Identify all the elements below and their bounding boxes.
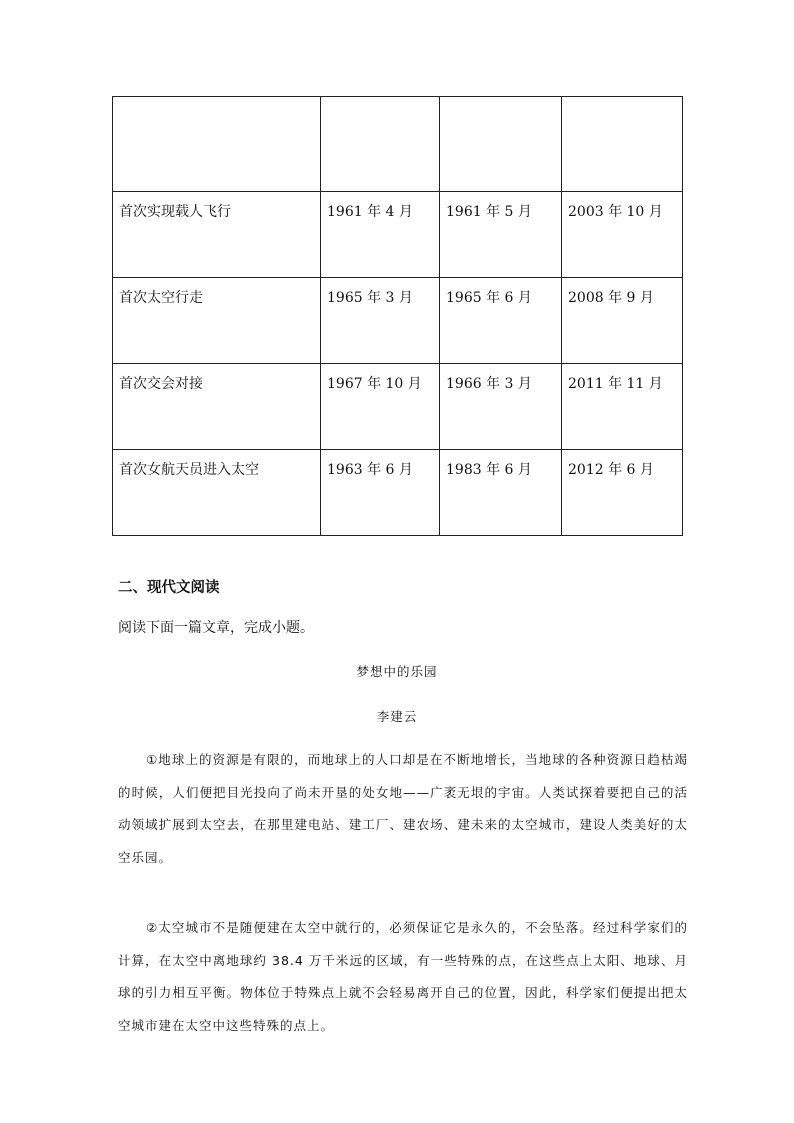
article-author: 李建云 [376,709,418,724]
table-row [113,278,683,364]
date-cell: 2003 年 10 月 [562,192,683,278]
date-cell: 2008 年 9 月 [562,278,683,364]
date-cell: 1961 年 5 月 [440,192,562,278]
date-cell: 1961 年 4 月 [321,192,440,278]
article-title: 梦想中的乐园 [356,664,438,679]
header-cell [321,97,440,192]
event-cell: 首次交会对接 [113,364,321,450]
event-cell: 首次女航天员进入太空 [113,450,321,536]
space-milestones-table [112,96,683,536]
date-cell: 2011 年 11 月 [562,364,683,450]
header-cell [440,97,562,192]
date-cell: 2012 年 6 月 [562,450,683,536]
date-cell: 1965 年 3 月 [321,278,440,364]
header-cell [562,97,683,192]
table-row [113,192,683,278]
event-cell: 首次太空行走 [113,278,321,364]
table-row [113,364,683,450]
date-cell: 1965 年 6 月 [440,278,562,364]
date-cell: 1966 年 3 月 [440,364,562,450]
date-cell: 1983 年 6 月 [440,450,562,536]
event-cell: 首次实现载人飞行 [113,192,321,278]
date-cell: 1967 年 10 月 [321,364,440,450]
article-paragraph: ①地球上的资源是有限的，而地球上的人口却是在不断地增长，当地球的各种资源日趋枯竭的时候，人们便把目光投向了尚未开垦的处女地——广袤无垠的宇宙。人类试探着要把自己的活动领域扩展到太空去，在那里建电站、建工厂、建农场、建未来的太空城市，建设人类美好的太空乐园。 [118,752,688,865]
section-title: 二、现代文阅读 [118,580,220,596]
table-header-row [113,97,683,192]
table-row [113,450,683,536]
reading-instruction: 阅读下面一篇文章，完成小题。 [118,620,314,636]
date-cell: 1963 年 6 月 [321,450,440,536]
header-cell [113,97,321,192]
article-paragraph: ②太空城市不是随便建在太空中就行的，必须保证它是永久的，不会坠落。经过科学家们的计算，在太空中离地球约 38.4 万千米远的区域，有一些特殊的点，在这些点上太阳、地球、月球的引力相互平衡。物体位于特殊点上就不会轻易离开自己的位置，因此，科学家们便提出把太空城市建在太空中这些特殊的点上。 [118,920,688,1033]
